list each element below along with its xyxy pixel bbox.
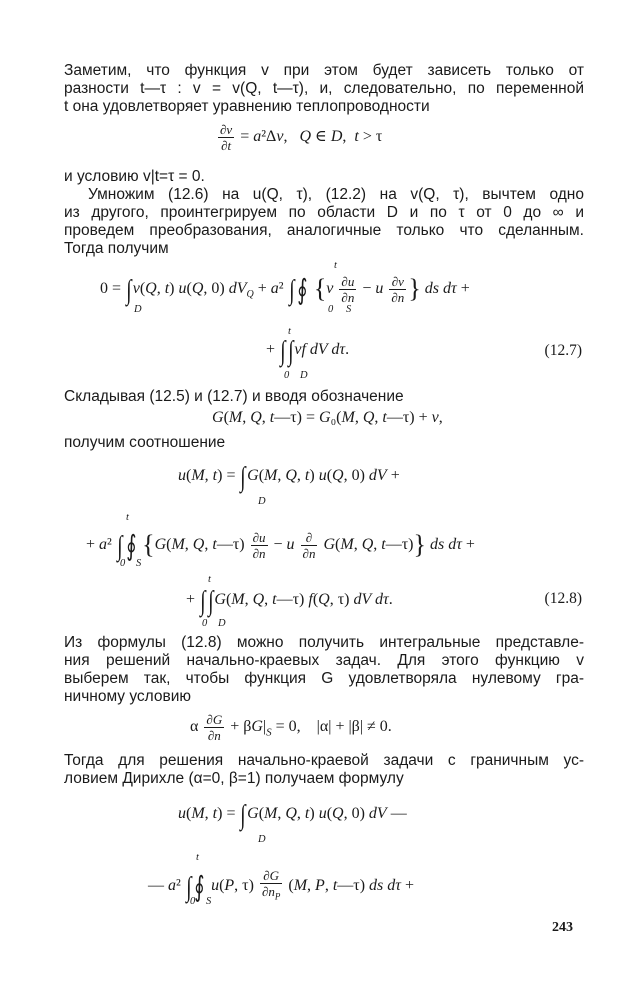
limit-label: t — [196, 852, 199, 863]
dirichlet-formula-line1: u(M, t) = ∫G(M, Q, t) u(Q, 0) dV — — [178, 800, 407, 831]
limit-label: D — [258, 496, 266, 507]
text-line: Складывая (12.5) и (12.7) и вводя обозначение — [64, 388, 404, 405]
text-line: Из формулы (12.8) можно получить интегральные представле- — [64, 634, 584, 651]
equation-12-8-line1: u(M, t) = ∫G(M, Q, t) u(Q, 0) dV + — [178, 462, 400, 493]
text-line: ничному условию — [64, 688, 192, 705]
equation-number: (12.7) — [544, 342, 582, 359]
limit-label: D — [300, 370, 308, 381]
limit-label: 0 — [284, 370, 290, 381]
limit-label: t — [126, 512, 129, 523]
boundary-condition: α $\frac{\partial G}{\partial n}$ + $\beta G|_S = 0$, |α| + |β| ≠ 0. — [190, 712, 392, 743]
limit-label: D — [218, 618, 226, 629]
text-line: t она удовлетворяет уравнению теплопроводности — [64, 98, 430, 115]
text-line: из другого, проинтегрируем по области D и по τ от 0 до ∞ и — [64, 204, 584, 221]
page-number: 243 — [552, 920, 573, 935]
limit-label: D — [134, 304, 142, 315]
text-line: проведем преобразования, аналогичные только что сделанным. — [64, 222, 584, 239]
text-line: Умножим (12.6) на u(Q, τ), (12.2) на v(Q, τ), вычтем одно — [88, 186, 584, 203]
limit-label: 0 — [120, 558, 126, 569]
limit-label: 0 — [190, 896, 196, 907]
limit-label: t — [334, 260, 337, 271]
limit-label: S — [206, 896, 212, 907]
text-line: Заметим, что функция v при этом будет зависеть только от — [64, 62, 584, 79]
text-line: получим соотношение — [64, 434, 226, 451]
limit-label: t — [208, 574, 211, 585]
equation-12-8-line2: + a² ∫ ∮ {G(M, Q, t—τ) $\frac{\partial u}{\partial n}$ − u $\frac{\partial}{\partial n}$ G(M, Q, t—τ)} ds dτ + — [86, 530, 475, 563]
limit-label: D — [258, 834, 266, 845]
equation-number: (12.8) — [544, 590, 582, 607]
limit-label: t — [288, 326, 291, 337]
heat-equation: $\frac{\partial v}{\partial t}$ = a²Δv, Q ∈ D, t > τ — [220, 122, 383, 153]
text-line: и условию v|t=τ = 0. — [64, 168, 205, 185]
text-line: разности t—τ : v = v(Q, t—τ), и, следовательно, по переменной — [64, 80, 584, 97]
text-line: Тогда для решения начально-краевой задачи с граничным ус- — [64, 752, 584, 769]
limit-label: 0 — [328, 304, 334, 315]
limit-label: S — [346, 304, 352, 315]
limit-label: S — [136, 558, 142, 569]
dirichlet-formula-line2: — a² ∫ ∮ u(P, τ) $\frac{\partial G}{\partial n_P}$ (M, P, t—τ) ds dτ + — [148, 868, 415, 903]
equation-12-7-line1: 0 = ∫v(Q, t) u(Q, 0) $dV_Q + a^2$ ∫ ∮ {v $\frac{\partial u}{\partial n}$ − u $\frac{\partial v}{\partial n}$ } ds dτ + — [100, 274, 470, 307]
text-line: Тогда получим — [64, 240, 169, 257]
text-line: выберем так, чтобы функция G удовлетворяла нулевому гра- — [64, 670, 584, 687]
equation-12-7-line2: + ∫∫vf dV dτ. — [266, 336, 350, 367]
green-function-definition: G(M, Q, t—τ) = G₀(M, Q, t—τ) + v, — [212, 409, 443, 426]
text-line: ния решений начально-краевых задач. Для этого функцию v — [64, 652, 584, 669]
equation-12-8-line3: + ∫∫G(M, Q, t—τ) f(Q, τ) dV dτ. — [186, 586, 393, 617]
text-line: ловием Дирихле (α=0, β=1) получаем формулу — [64, 770, 404, 787]
limit-label: 0 — [202, 618, 208, 629]
